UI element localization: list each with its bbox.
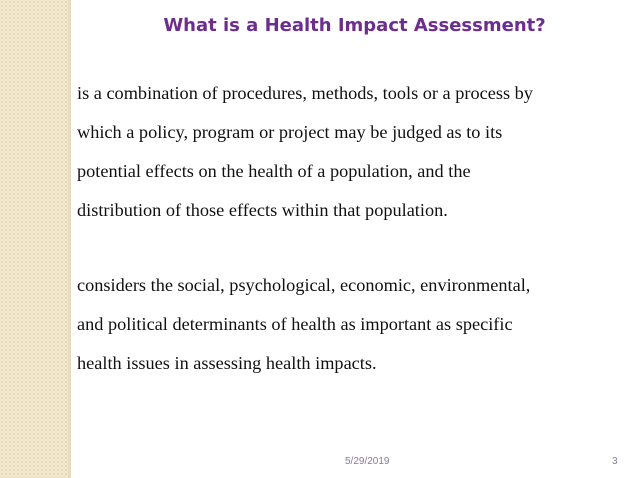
- paragraph-line: health issues in assessing health impacts.: [77, 353, 377, 373]
- page-number: 3: [612, 456, 618, 467]
- paragraph-line: is a combination of procedures, methods, tools or a process by: [77, 83, 533, 103]
- paragraph-line: considers the social, psychological, economic, environmental,: [77, 275, 531, 295]
- definition-paragraph: [77, 74, 622, 230]
- sidebar-edge: [68, 0, 71, 478]
- paragraph-line: distribution of those effects within that population.: [77, 200, 448, 220]
- determinants-paragraph: [77, 266, 622, 383]
- decorative-sidebar: [0, 0, 68, 478]
- footer-date: 5/29/2019: [345, 456, 390, 467]
- slide-title: What is a Health Impact Assessment?: [163, 15, 546, 36]
- paragraph-line: potential effects on the health of a population, and the: [77, 161, 471, 181]
- paragraph-line: and political determinants of health as important as specific: [77, 314, 513, 334]
- paragraph-line: which a policy, program or project may be judged as to its: [77, 122, 503, 142]
